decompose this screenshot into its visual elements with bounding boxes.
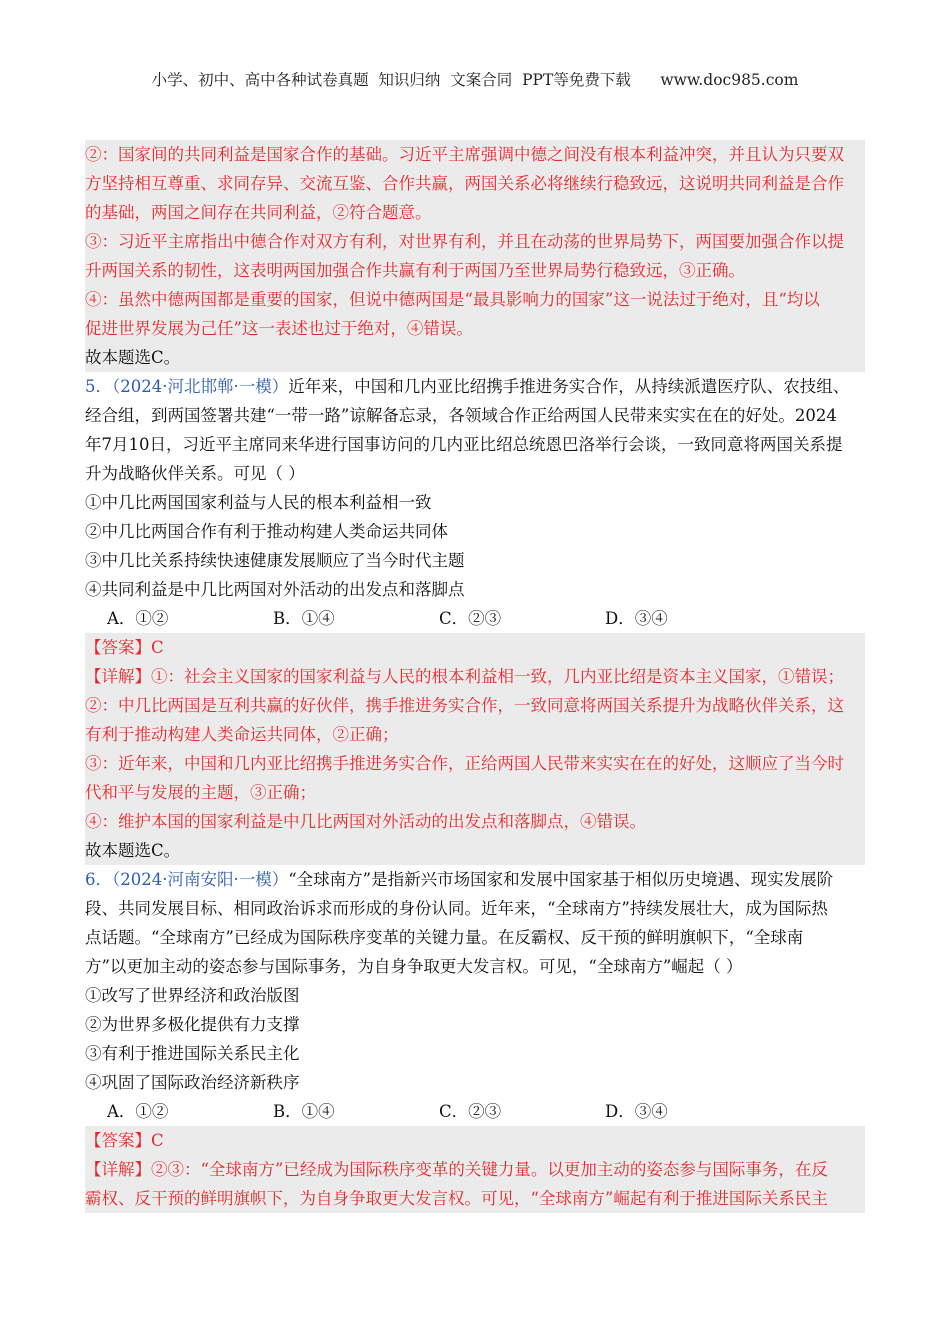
answer-options [85, 1097, 865, 1126]
question-source: （2024·河北邯郸·一模） [112, 377, 289, 396]
question-stem-line: 经合组，到两国签署共建“一带一路”谅解备忘录，各领域合作正给两国人民带来实实在在的好处。2024 [85, 406, 837, 425]
detail-label: 【详解】 [85, 1160, 151, 1179]
detail-line: ③：近年来，中国和几内亚比绍携手推进务实合作，正给两国人民带来实实在在的好处，这顺应了当今时 [85, 754, 844, 773]
explanation-line: 升两国关系的韧性，这表明两国加强合作共赢有利于两国乃至世界局势行稳致远，③正确。 [85, 261, 745, 280]
detail-line: 有利于推动构建人类命运共同体，②正确； [85, 725, 399, 744]
question-number: 6． [85, 870, 112, 889]
statement-item: ③中几比关系持续快速健康发展顺应了当今时代主题 [85, 551, 465, 570]
option-c: C．②③ [439, 609, 502, 628]
detail-line: 代和平与发展的主题，③正确； [85, 783, 316, 802]
detail-line: ④：维护本国的国家利益是中几比两国对外活动的出发点和落脚点，④错误。 [85, 812, 646, 831]
option-b: B．①④ [273, 1102, 335, 1121]
detail-label: 【详解】 [85, 667, 151, 686]
answer-label: 【答案】C [85, 638, 164, 657]
option-c: C．②③ [439, 1102, 502, 1121]
document-body [85, 140, 865, 1213]
question-stem: “全球南方”是指新兴市场国家和发展中国家基于相似历史境遇、现实发展阶 [288, 870, 834, 889]
answer-options [85, 604, 865, 633]
question-stem-line: 年7月10日，习近平主席同来华进行国事访问的几内亚比绍总统恩巴洛举行会谈，一致同意将两国关系提 [85, 435, 843, 454]
answer-block [85, 1126, 865, 1213]
question-stem-line: 点话题。“全球南方”已经成为国际秩序变革的关键力量。在反霸权、反干预的鲜明旗帜下，“全球南 [85, 928, 804, 947]
explanation-line: 促进世界发展为己任”这一表述也过于绝对，④错误。 [85, 319, 473, 338]
question-source: （2024·河南安阳·一模） [112, 870, 289, 889]
answer-block [85, 633, 865, 865]
statement-item: ②中几比两国合作有利于推动构建人类命运共同体 [85, 522, 448, 541]
statement-item: ③有利于推进国际关系民主化 [85, 1044, 300, 1063]
question-stem-line: 方”以更加主动的姿态参与国际事务，为自身争取更大发言权。可见，“全球南方”崛起（ ） [85, 957, 743, 976]
detail-line: 霸权、反干预的鲜明旗帜下，为自身争取更大发言权。可见，“全球南方”崛起有利于推进国际关系民主 [85, 1189, 828, 1208]
detail-line: ②③：“全球南方”已经成为国际秩序变革的关键力量。以更加主动的姿态参与国际事务，在反 [151, 1160, 828, 1179]
page-header: 小学、初中、高中各种试卷真题 知识归纳 文案合同 PPT等免费下载 www.doc985.com [151, 71, 799, 89]
question-stem-line: 升为战略伙伴关系。可见（ ） [85, 464, 305, 483]
question-number: 5． [85, 377, 112, 396]
answer-label: 【答案】C [85, 1131, 164, 1150]
question-stem: 近年来，中国和几内亚比绍携手推进务实合作，从持续派遣医疗队、农技组、 [288, 377, 850, 396]
question-stem-line: 段、共同发展目标、相同政治诉求而形成的身份认同。近年来，“全球南方”持续发展壮大，成为国际热 [85, 899, 828, 918]
question-5 [85, 372, 865, 865]
option-b: B．①④ [273, 609, 335, 628]
statement-item: ④共同利益是中几比两国对外活动的出发点和落脚点 [85, 580, 465, 599]
explanation-line: 的基础，两国之间存在共同利益，②符合题意。 [85, 203, 432, 222]
option-d: D．③④ [605, 1102, 668, 1121]
question-6 [85, 865, 865, 1213]
option-d: D．③④ [605, 609, 668, 628]
statement-item: ②为世界多极化提供有力支撑 [85, 1015, 300, 1034]
option-a: A．①② [107, 1102, 169, 1121]
statement-item: ①中几比两国国家利益与人民的根本利益相一致 [85, 493, 432, 512]
conclusion: 故本题选C。 [85, 841, 181, 860]
statement-item: ①改写了世界经济和政治版图 [85, 986, 300, 1005]
detail-line: ①：社会主义国家的国家利益与人民的根本利益相一致，几内亚比绍是资本主义国家，①错误； [151, 667, 844, 686]
explanation-line: ②：国家间的共同利益是国家合作的基础。习近平主席强调中德之间没有根本利益冲突，并且认为只要双 [85, 145, 844, 164]
explanation-line: ④：虽然中德两国都是重要的国家，但说中德两国是“最具影响力的国家”这一说法过于绝对，且“均以 [85, 290, 820, 309]
prev-explanation-block [85, 140, 865, 372]
explanation-line: ③：习近平主席指出中德合作对双方有利，对世界有利，并且在动荡的世界局势下，两国要加强合作以提 [85, 232, 844, 251]
conclusion: 故本题选C。 [85, 348, 181, 367]
detail-line: ②：中几比两国是互利共赢的好伙伴，携手推进务实合作，一致同意将两国关系提升为战略伙伴关系，这 [85, 696, 844, 715]
statement-item: ④巩固了国际政治经济新秩序 [85, 1073, 300, 1092]
option-a: A．①② [107, 609, 169, 628]
explanation-line: 方坚持相互尊重、求同存异、交流互鉴、合作共赢，两国关系必将继续行稳致远，这说明共同利益是合作 [85, 174, 844, 193]
